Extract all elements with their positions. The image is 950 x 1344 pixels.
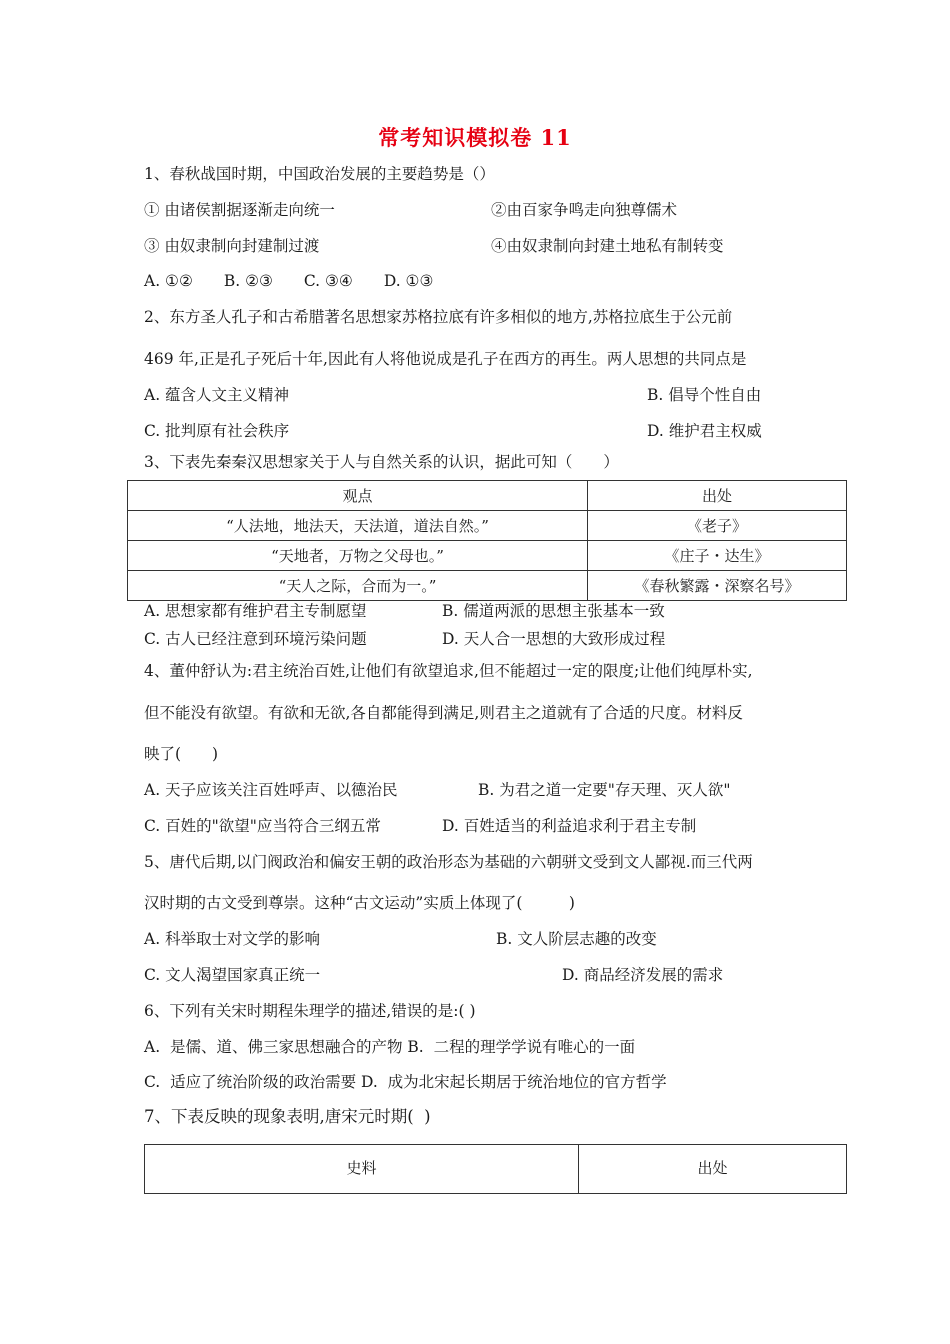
- table-header-row: [128, 481, 847, 511]
- q2-stem-line1: 2、东方圣人孔子和古希腊著名思想家苏格拉底有许多相似的地方,苏格拉底生于公元前: [144, 308, 733, 326]
- table-header-cell: 史料: [145, 1145, 579, 1194]
- q5-option-d: D. 商品经济发展的需求: [562, 966, 724, 984]
- q4-option-b: B. 为君之道一定要"存天理、灭人欲": [478, 781, 731, 799]
- q3-table: [127, 480, 847, 601]
- table-cell: 《春秋繁露・深察名号》: [588, 571, 847, 601]
- q5-option-c: C. 文人渴望国家真正统一: [144, 966, 321, 984]
- q1-option-3: ③ 由奴隶制向封建制过渡: [144, 237, 320, 255]
- table-cell: “天人之际，合而为一。”: [128, 571, 588, 601]
- page-title: 常考知识模拟卷 11: [378, 125, 572, 150]
- q2-option-d: D. 维护君主权威: [647, 422, 762, 440]
- q4-option-c: C. 百姓的"欲望"应当符合三纲五常: [144, 817, 381, 835]
- q4-option-d: D. 百姓适当的利益追求利于君主专制: [442, 817, 697, 835]
- q3-option-c: C. 古人已经注意到环境污染问题: [144, 630, 367, 648]
- q1-option-2: ②由百家争鸣走向独尊儒术: [491, 201, 678, 219]
- q4-stem-line2: 但不能没有欲望。有欲和无欲,各自都能得到满足,则君主之道就有了合适的尺度。材料反: [144, 704, 743, 722]
- q3-option-b: B. 儒道两派的思想主张基本一致: [442, 602, 665, 620]
- table-cell: 《庄子・达生》: [588, 541, 847, 571]
- q3-option-a: A. 思想家都有维护君主专制愿望: [144, 602, 367, 620]
- q2-option-b: B. 倡导个性自由: [647, 386, 762, 404]
- q2-option-c: C. 批判原有社会秩序: [144, 422, 290, 440]
- q5-stem-line1: 5、唐代后期,以门阀政治和偏安王朝的政治形态为基础的六朝骈文受到文人鄙视.而三代两: [144, 853, 753, 871]
- q7-stem: 7、下表反映的现象表明,唐宋元时期( ): [144, 1107, 431, 1126]
- q3-option-d: D. 天人合一思想的大致形成过程: [442, 630, 666, 648]
- q4-stem-line3: 映了( ): [144, 745, 219, 763]
- q7-table: [144, 1144, 847, 1194]
- q1-choices: A. ①② B. ②③ C. ③④ D. ①③: [144, 272, 434, 290]
- q6-options-ab: A. 是儒、道、佛三家思想融合的产物 B. 二程的理学学说有唯心的一面: [144, 1038, 636, 1056]
- q5-option-b: B. 文人阶层志趣的改变: [496, 930, 657, 948]
- q2-option-a: A. 蕴含人文主义精神: [144, 386, 290, 404]
- table-header-cell: 出处: [588, 481, 847, 511]
- table-cell: 《老子》: [588, 511, 847, 541]
- q5-stem-line2: 汉时期的古文受到尊崇。这种“古文运动”实质上体现了( ): [144, 894, 575, 912]
- q1-option-1: ① 由诸侯割据逐渐走向统一: [144, 201, 335, 219]
- q4-option-a: A. 天子应该关注百姓呼声、以德治民: [144, 781, 398, 799]
- table-header-row: [145, 1145, 847, 1194]
- table-header-cell: 出处: [579, 1145, 847, 1194]
- table-header-cell: 观点: [128, 481, 588, 511]
- table-cell: “人法地，地法天，天法道，道法自然。”: [128, 511, 588, 541]
- q3-stem: 3、下表先秦秦汉思想家关于人与自然关系的认识，据此可知（ ）: [144, 453, 619, 471]
- table-row: [128, 541, 847, 571]
- q4-stem-line1: 4、董仲舒认为:君主统治百姓,让他们有欲望追求,但不能超过一定的限度;让他们纯厚朴实,: [144, 662, 753, 680]
- q5-option-a: A. 科举取士对文学的影响: [144, 930, 321, 948]
- q6-stem: 6、下列有关宋时期程朱理学的描述,错误的是:( ): [144, 1002, 476, 1020]
- table-row: [128, 571, 847, 601]
- q1-stem: 1、春秋战国时期，中国政治发展的主要趋势是（）: [144, 165, 495, 183]
- table-row: [128, 511, 847, 541]
- q1-option-4: ④由奴隶制向封建土地私有制转变: [491, 237, 724, 255]
- table-cell: “天地者，万物之父母也。”: [128, 541, 588, 571]
- q6-options-cd: C. 适应了统治阶级的政治需要 D. 成为北宋起长期居于统治地位的官方哲学: [144, 1073, 667, 1091]
- q2-stem-line2: 469 年,正是孔子死后十年,因此有人将他说成是孔子在西方的再生。两人思想的共同点是: [144, 350, 747, 368]
